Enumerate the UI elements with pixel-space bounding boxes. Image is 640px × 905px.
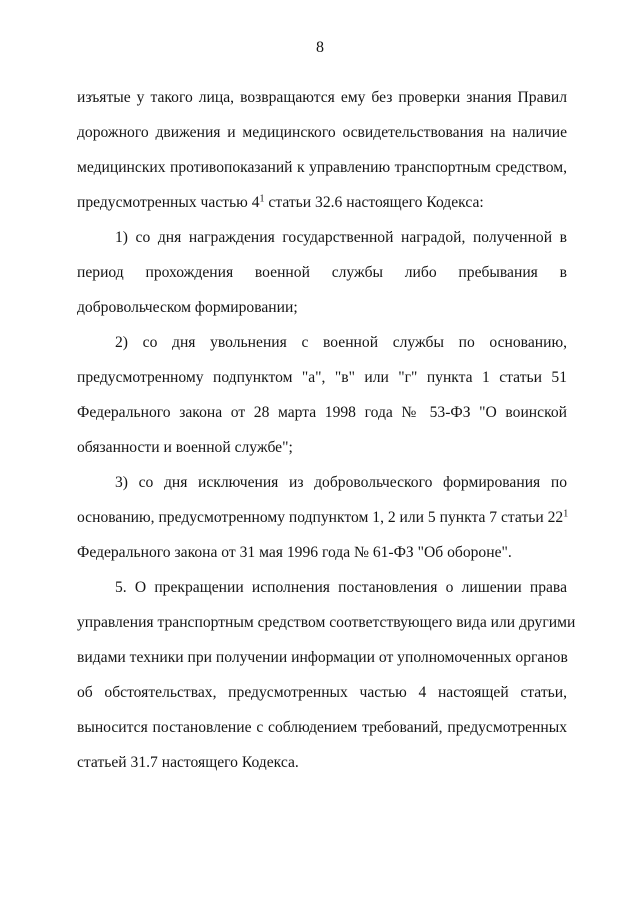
text-line: 3) со дня исключения из добровольческого формирования по (115, 474, 567, 491)
text-run: предусмотренных частью 4 (77, 194, 260, 211)
text-run: статьи 32.6 настоящего Кодекса: (264, 194, 484, 211)
point-5 (77, 570, 576, 780)
text-line: добровольческом формировании; (77, 299, 298, 316)
text-line: статьей 31.7 настоящего Кодекса. (77, 754, 299, 771)
text-line: об обстоятельствах, предусмотренных частью 4 настоящей статьи, (77, 684, 567, 701)
text-run: основанию, предусмотренному подпунктом 1, 2 или 5 пункта 7 статьи 22 (77, 509, 564, 526)
superscript: 1 (563, 508, 569, 520)
text-line: предусмотренному подпунктом "а", "в" или "г" пункта 1 статьи 51 (77, 369, 567, 386)
text-line: 5. О прекращении исполнения постановления о лишении права (115, 579, 567, 596)
list-item-1 (77, 220, 567, 325)
text-line: 1) со дня награждения государственной наградой, полученной в (115, 229, 567, 246)
text-line: выносится постановление с соблюдением требований, предусмотренных (77, 719, 567, 736)
list-item-3 (77, 465, 567, 570)
text-line: 2) со дня увольнения с военной службы по основанию, (115, 334, 567, 351)
text-line: Федерального закона от 28 марта 1998 года № 53-ФЗ "О воинской (77, 404, 567, 421)
text-line: изъятые у такого лица, возвращаются ему без проверки знания Правил (77, 89, 567, 106)
page-number: 8 (316, 39, 324, 56)
text-line: медицинских противопоказаний к управлению транспортным средством, (77, 159, 567, 176)
text-line: управления транспортным средством соответствующего вида или другими (77, 614, 576, 631)
paragraph-continuation (77, 80, 567, 220)
list-item-2 (77, 325, 567, 465)
text-line: обязанности и военной службе"; (77, 439, 293, 456)
text-line (77, 185, 567, 220)
document-body (77, 80, 576, 780)
text-line: период прохождения военной службы либо пребывания в (77, 264, 567, 281)
text-line (77, 500, 567, 535)
text-line: дорожного движения и медицинского освидетельствования на наличие (77, 124, 567, 141)
superscript: 1 (259, 193, 265, 205)
text-line: видами техники при получении информации от уполномоченных органов (77, 649, 568, 666)
text-line: Федерального закона от 31 мая 1996 года № 61-ФЗ "Об обороне". (77, 544, 512, 561)
